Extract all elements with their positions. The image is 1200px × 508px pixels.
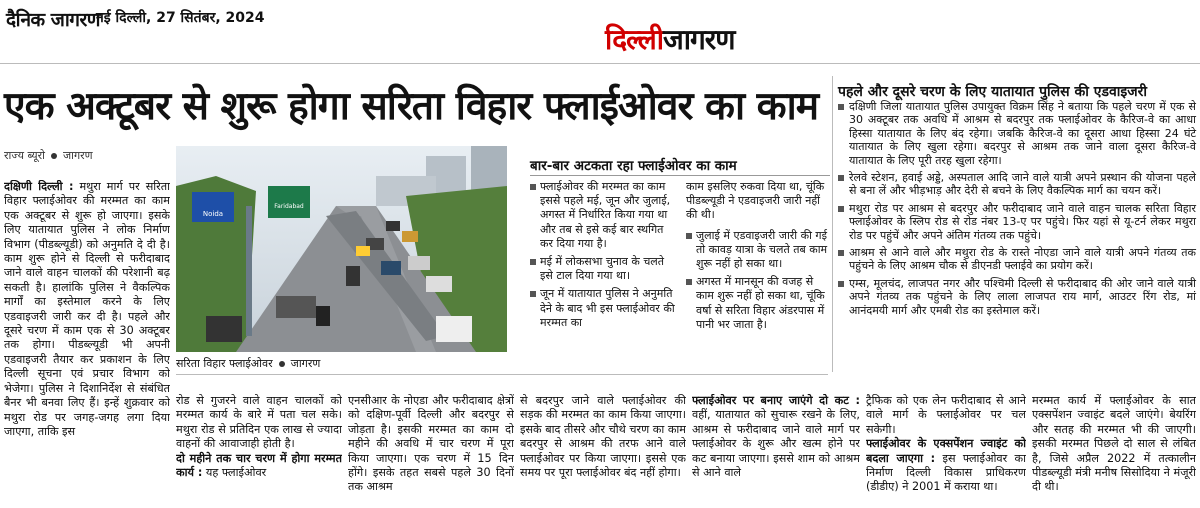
article-column-2 (176, 394, 342, 506)
bullet-icon (279, 361, 285, 367)
subhead-two-cuts: फ्लाईओवर पर बनाए जाएंगे दो कट : (692, 394, 860, 407)
article-column-3 (348, 394, 514, 506)
article-col6-text: ट्रैफिक को एक लेन फरीदाबाद से आने वाले मार्ग के फ्लाईओवर पर चल सकेगी। (866, 394, 1026, 436)
sign-left-text: Noida (202, 210, 224, 218)
byline (4, 148, 93, 163)
article-col6-sub-text: इस फ्लाईओवर का निर्माण दिल्ली विकास प्राधिकरण (डीडीए) ने 2001 में कराया था। (866, 451, 1026, 494)
photo-caption-source: जागरण (290, 357, 321, 370)
sidebar-box-left-list (530, 180, 678, 334)
subhead-four-phases: दो महीने तक चार चरण में होगा मरम्मत कार्य : (176, 451, 342, 480)
divider (832, 76, 833, 372)
article-column-5 (692, 394, 860, 506)
advisory-item: मथुरा रोड पर आश्रम से बदरपुर और फरीदाबाद जाने वाले वाहन चालक सरिता विहार फ्लाईओवर के स्लिप रोड से रोड नंबर 13-ए पर पहुंचे। फिर यहां से यू-टर्न लेकर मथुरा रोड पर पहुंचें और अपने अंतिम गंतव्य तक पहुंचे। (838, 202, 1196, 242)
sidebar-box-title: बार-बार अटकता रहा फ्लाईओवर का काम (530, 158, 737, 174)
list-item: जुलाई में एडवाइजरी जारी की गई तो कावड़ यात्रा के चलते तब काम शुरू नहीं हो सका था। (686, 229, 828, 272)
byline-author: राज्य ब्यूरो (4, 149, 45, 162)
advisory-item: एम्स, मूलचंद, लाजपत नगर और पश्चिमी दिल्ली से फरीदाबाद की ओर जाने वाले यात्री अपने गंतव्य तक पहुंचने के लिए लाला लाजपत राय मार्ग, आउटर रिंग रोड, मां आनंदमयी मार्ग और एमबी रोड का इस्तेमाल करें। (838, 277, 1196, 317)
list-item: फ्लाईओवर की मरम्मत का काम इससे पहले मई, जून और जुलाई, अगस्त में निर्धारित किया गया था और तब से इसे कई बार स्थगित कर दिया गया है। (530, 180, 678, 251)
bullet-icon (51, 153, 57, 159)
article-column-7 (1032, 394, 1196, 506)
article-column-6 (866, 394, 1026, 506)
divider (530, 175, 830, 176)
advisory-item: दक्षिणी जिला यातायात पुलिस उपायुक्त विक्रम सिंह ने बताया कि पहले चरण में एक से 30 अक्टूबर तक अवधि में आश्रम से बदरपुर तक फ्लाईओवर के कैरिज-वे का आधा हिस्सा यातायात के लिए बंद रहेगा। जबकि कैरिज-वे का दूसरा आधा हिस्सा 24 घंटे यातायात के लिए खुला रहेगा। बदरपुर से आश्रम तक जाने वाला दूसरा कैरिज-वे यातायात के लिए पूरी तरह खुला रहेगा। (838, 100, 1196, 167)
divider (176, 374, 828, 375)
article-col3-text: एनसीआर के नोएडा और फरीदाबाद क्षेत्रों को दक्षिण-पूर्वी दिल्ली और बदरपुर से जोड़ता है। इसकी मरम्मत का काम दो महीने की अवधि में चार चरण में पूरा किया जाएगा। एक चरण में 15 दिन होंगे। इसके तहत सबसे पहले 30 दिनों तक आश्रम (348, 394, 514, 494)
article-col7-text: मरम्मत कार्य में फ्लाईओवर के सात एक्सपेंशन ज्वाइंट बदले जाएंगे। बेयरिंग और सतह की मरम्मत भी की जाएगी। इसकी मरम्मत पिछले दो साल से लंबित है, जिसे अप्रैल 2022 में तत्कालीन पीडब्ल्यूडी मंत्री मनीष सिसोदिया ने मंजूरी दी थी। (1032, 394, 1196, 494)
section-logo (605, 20, 734, 58)
sign-right-text: Faridabad (274, 203, 304, 210)
advisory-title: पहले और दूसरे चरण के लिए यातायात पुलिस की एडवाइजरी (838, 84, 1148, 100)
sidebar-box-right-list (686, 180, 828, 336)
flyover-photo-illustration (176, 146, 507, 352)
article-column-1 (4, 180, 170, 506)
section-logo-red: दिल्ली (605, 23, 663, 56)
article-col2-sub-text: यह फ्लाईओवर (205, 466, 267, 480)
advisory-item: रेलवे स्टेशन, हवाई अड्डे, अस्पताल आदि जाने वाले यात्री अपने प्रस्थान की योजना पहले से बना लें और भीड़भाड़ और देरी से बचने के लिए वैकल्पिक मार्ग का चयन करें। (838, 171, 1196, 198)
newspaper-logo: दैनिक जागरण (6, 9, 100, 31)
photo-caption-text: सरिता विहार फ्लाईओवर (176, 357, 273, 370)
photo-caption (176, 356, 320, 371)
article-col1-text: मथुरा मार्ग पर सरिता विहार फ्लाईओवर की मरम्मत का काम एक अक्टूबर से शुरू हो जाएगा। इसके लिए यातायात पुलिस ने लोक निर्माण विभाग (पीडब्ल्यूडी) को अनुमति दे दी है। काम शुरू होने से दिल्ली से फरीदाबाद जाने वाले वाहन चालकों की परेशानी बढ़ सकती है। हालांकि पुलिस ने वैकल्पिक मार्गों का इस्तेमाल करने के लिए एडवाइजरी जारी कर दी है। पहले और दूसरे चरण में काम एक से 30 अक्टूबर तक होगा। पीडब्ल्यूडी भी अपनी एडवाइजरी तैयार कर प्रकाशन के लिए दिल्ली सूचना एवं प्रचार विभाग को भेजेगा। पुलिस ने दिशानिर्देश से संबंधित बैनर भी बनवा लिए हैं। इन्हें शुक्रवार को मथुरा रोड पर जगह-जगह लगा दिया जाएगा, ताकि इस (4, 180, 170, 438)
article-column-4 (520, 394, 686, 506)
article-photo (176, 146, 507, 352)
subhead-expansion-joints: फ्लाईओवर के एक्सपेंशन ज्वाइंट को बदला जाएगा : (866, 437, 1026, 465)
advisory-item: आश्रम से आने वाले और मथुरा रोड के रास्ते नोएडा जाने वाले यात्री अपने गंतव्य तक पहुंचने के लिए आश्रम चौक से डीएनडी फ्लाईवे का प्रयोग करें। (838, 246, 1196, 273)
article-col4-text: से बदरपुर जाने वाले फ्लाईओवर की सड़क की मरम्मत का काम किया जाएगा। इसके बाद तीसरे और चौथे चरण का काम बदरपुर से आश्रम की तरफ आने वाले फ्लाईओवर पर किया जाएगा। इससे एक समय पर पूरा फ्लाईओवर बंद नहीं होगा। (520, 394, 686, 480)
list-item: जून में यातायात पुलिस ने अनुमति देने के बाद भी इस फ्लाईओवर की मरम्मत का (530, 287, 678, 330)
masthead (0, 0, 1200, 64)
page-headline: एक अक्टूबर से शुरू होगा सरिता विहार फ्लाईओवर का काम (4, 84, 819, 129)
byline-source: जागरण (62, 149, 93, 162)
article-col5-text: वहीं, यातायात को सुचारू रखने के लिए, आश्रम से फरीदाबाद जाने वाले मार्ग पर फ्लाईओवर के शुरू और खत्म होने पर कट बनाया जाएगा। इससे शाम को आश्रम से आने वाले (692, 408, 860, 480)
lead-dateline: दक्षिणी दिल्ली : (4, 180, 74, 193)
list-item: अगस्त में मानसून की वजह से काम शुरू नहीं हो सका था, चूंकि वर्षा से सरिता विहार अंडरपास में पानी भर जाता है। (686, 275, 828, 332)
edition-date: नई दिल्ली, 27 सितंबर, 2024 (96, 10, 265, 26)
list-item-continued: काम इसलिए रुकवा दिया था, चूंकि पीडब्ल्यूडी ने एडवाइजरी जारी नहीं की थी। (686, 180, 825, 222)
article-col2-text: रोड से गुजरने वाले वाहन चालकों को मरम्मत कार्य के बारे में पता चल सके। मथुरा रोड से प्रतिदिन एक लाख से ज्यादा वाहनों की आवाजाही होती है। (176, 394, 342, 451)
advisory-list (838, 100, 1196, 321)
list-item: मई में लोकसभा चुनाव के चलते इसे टाल दिया गया था। (530, 255, 678, 283)
section-logo-black: जागरण (662, 23, 735, 56)
